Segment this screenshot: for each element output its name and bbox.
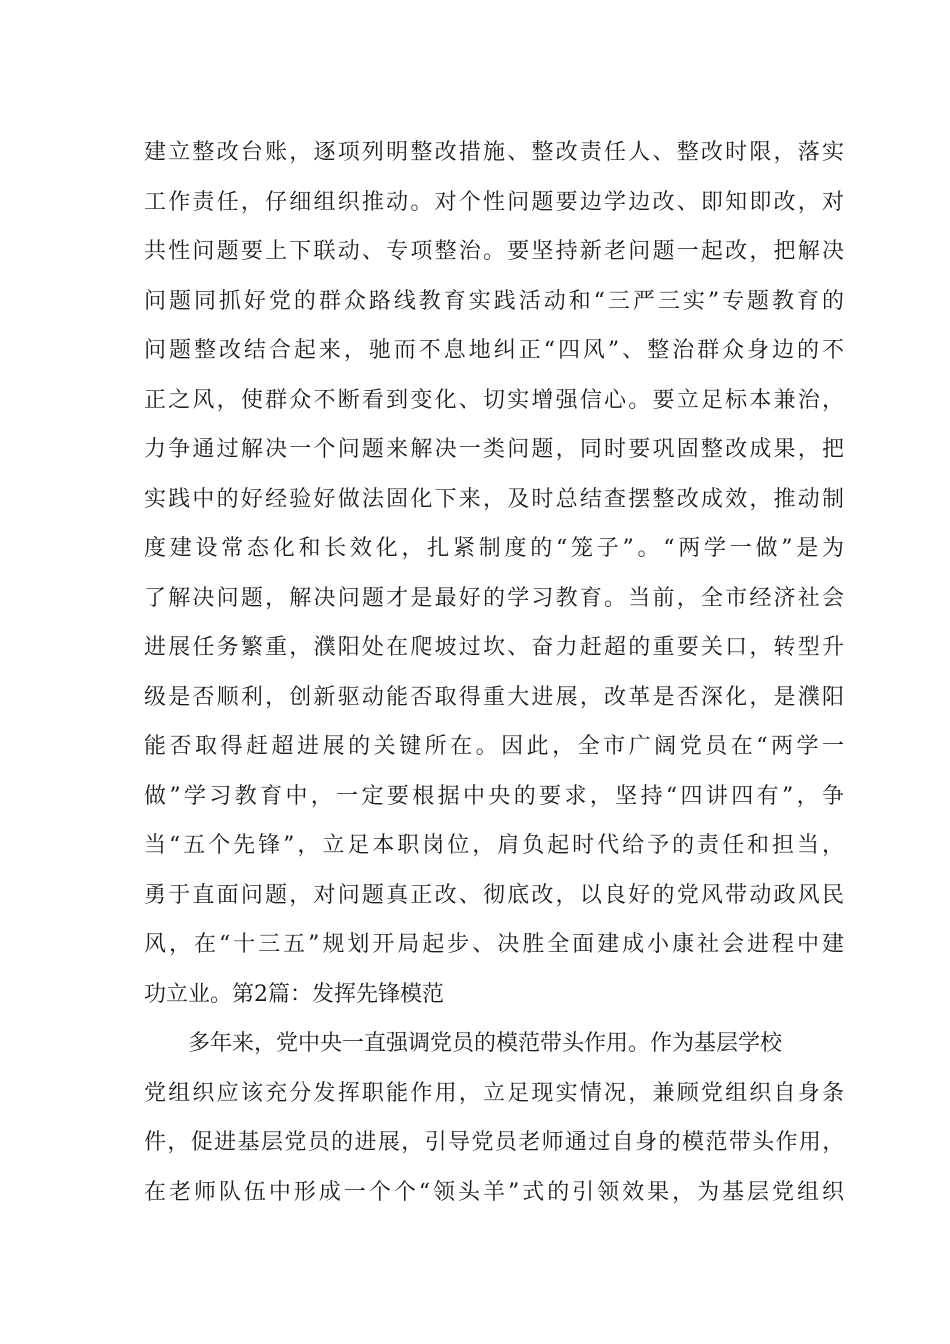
text-line: 正之风，使群众不断看到变化、切实增强信心。要立足标本兼治， bbox=[144, 387, 844, 413]
text-line: 在老师队伍中形成一个个“领头羊”式的引领效果，为基层党组织 bbox=[144, 1179, 844, 1205]
text-line: 共性问题要上下联动、专项整治。要坚持新老问题一起改，把解决 bbox=[144, 239, 844, 264]
text-line: 度建设常态化和长效化，扎紧制度的“笼子”。“两学一做”是为 bbox=[144, 536, 844, 561]
text-line: 能否取得赶超进展的关键所在。因此，全市广阔党员在“两学一 bbox=[144, 734, 844, 759]
text-line: 力争通过解决一个问题来解决一类问题，同时要巩固整改成果，把 bbox=[144, 437, 844, 462]
paragraph-first-line: 多年来，党中央一直强调党员的模范带头作用。作为基层学校 bbox=[188, 1031, 783, 1056]
document-body bbox=[144, 128, 844, 1217]
text-line: 勇于直面问题，对问题真正改、彻底改，以良好的党风带动政风民 bbox=[144, 882, 844, 908]
text-line: 问题同抓好党的群众路线教育实践活动和“三严三实”专题教育的 bbox=[144, 288, 844, 314]
text-line: 级是否顺利，创新驱动能否取得重大进展，改革是否深化，是濮阳 bbox=[144, 684, 844, 710]
text-line: 问题整改结合起来，驰而不息地纠正“四风”、整治群众身边的不 bbox=[144, 338, 844, 363]
text-line: 实践中的好经验好做法固化下来，及时总结查摆整改成效，推动制 bbox=[144, 486, 844, 512]
text-line: 工作责任，仔细组织推动。对个性问题要边学边改、即知即改，对 bbox=[144, 189, 844, 215]
text-line: 进展任务繁重，濮阳处在爬坡过坎、奋力赶超的重要关口，转型升 bbox=[144, 635, 844, 660]
text-line: 风，在“十三五”规划开局起步、决胜全面建成小康社会进程中建 bbox=[144, 932, 844, 957]
text-line: 做”学习教育中，一定要根据中央的要求，坚持“四讲四有”，争 bbox=[144, 783, 844, 809]
text-line: 了解决问题，解决问题才是最好的学习教育。当前，全市经济社会 bbox=[144, 585, 844, 611]
text-line: 当“五个先锋”，立足本职岗位，肩负起时代给予的责任和担当， bbox=[144, 833, 844, 858]
text-line: 件，促进基层党员的进展，引导党员老师通过自身的模范带头作用， bbox=[144, 1130, 844, 1155]
text-line: 党组织应该充分发挥职能作用，立足现实情况，兼顾党组织自身条 bbox=[144, 1080, 844, 1106]
text-line: 建立整改台账，逐项列明整改措施、整改责任人、整改时限，落实 bbox=[144, 140, 844, 165]
section-heading-line: 功立业。第2篇：发挥先锋模范 bbox=[144, 981, 444, 1007]
